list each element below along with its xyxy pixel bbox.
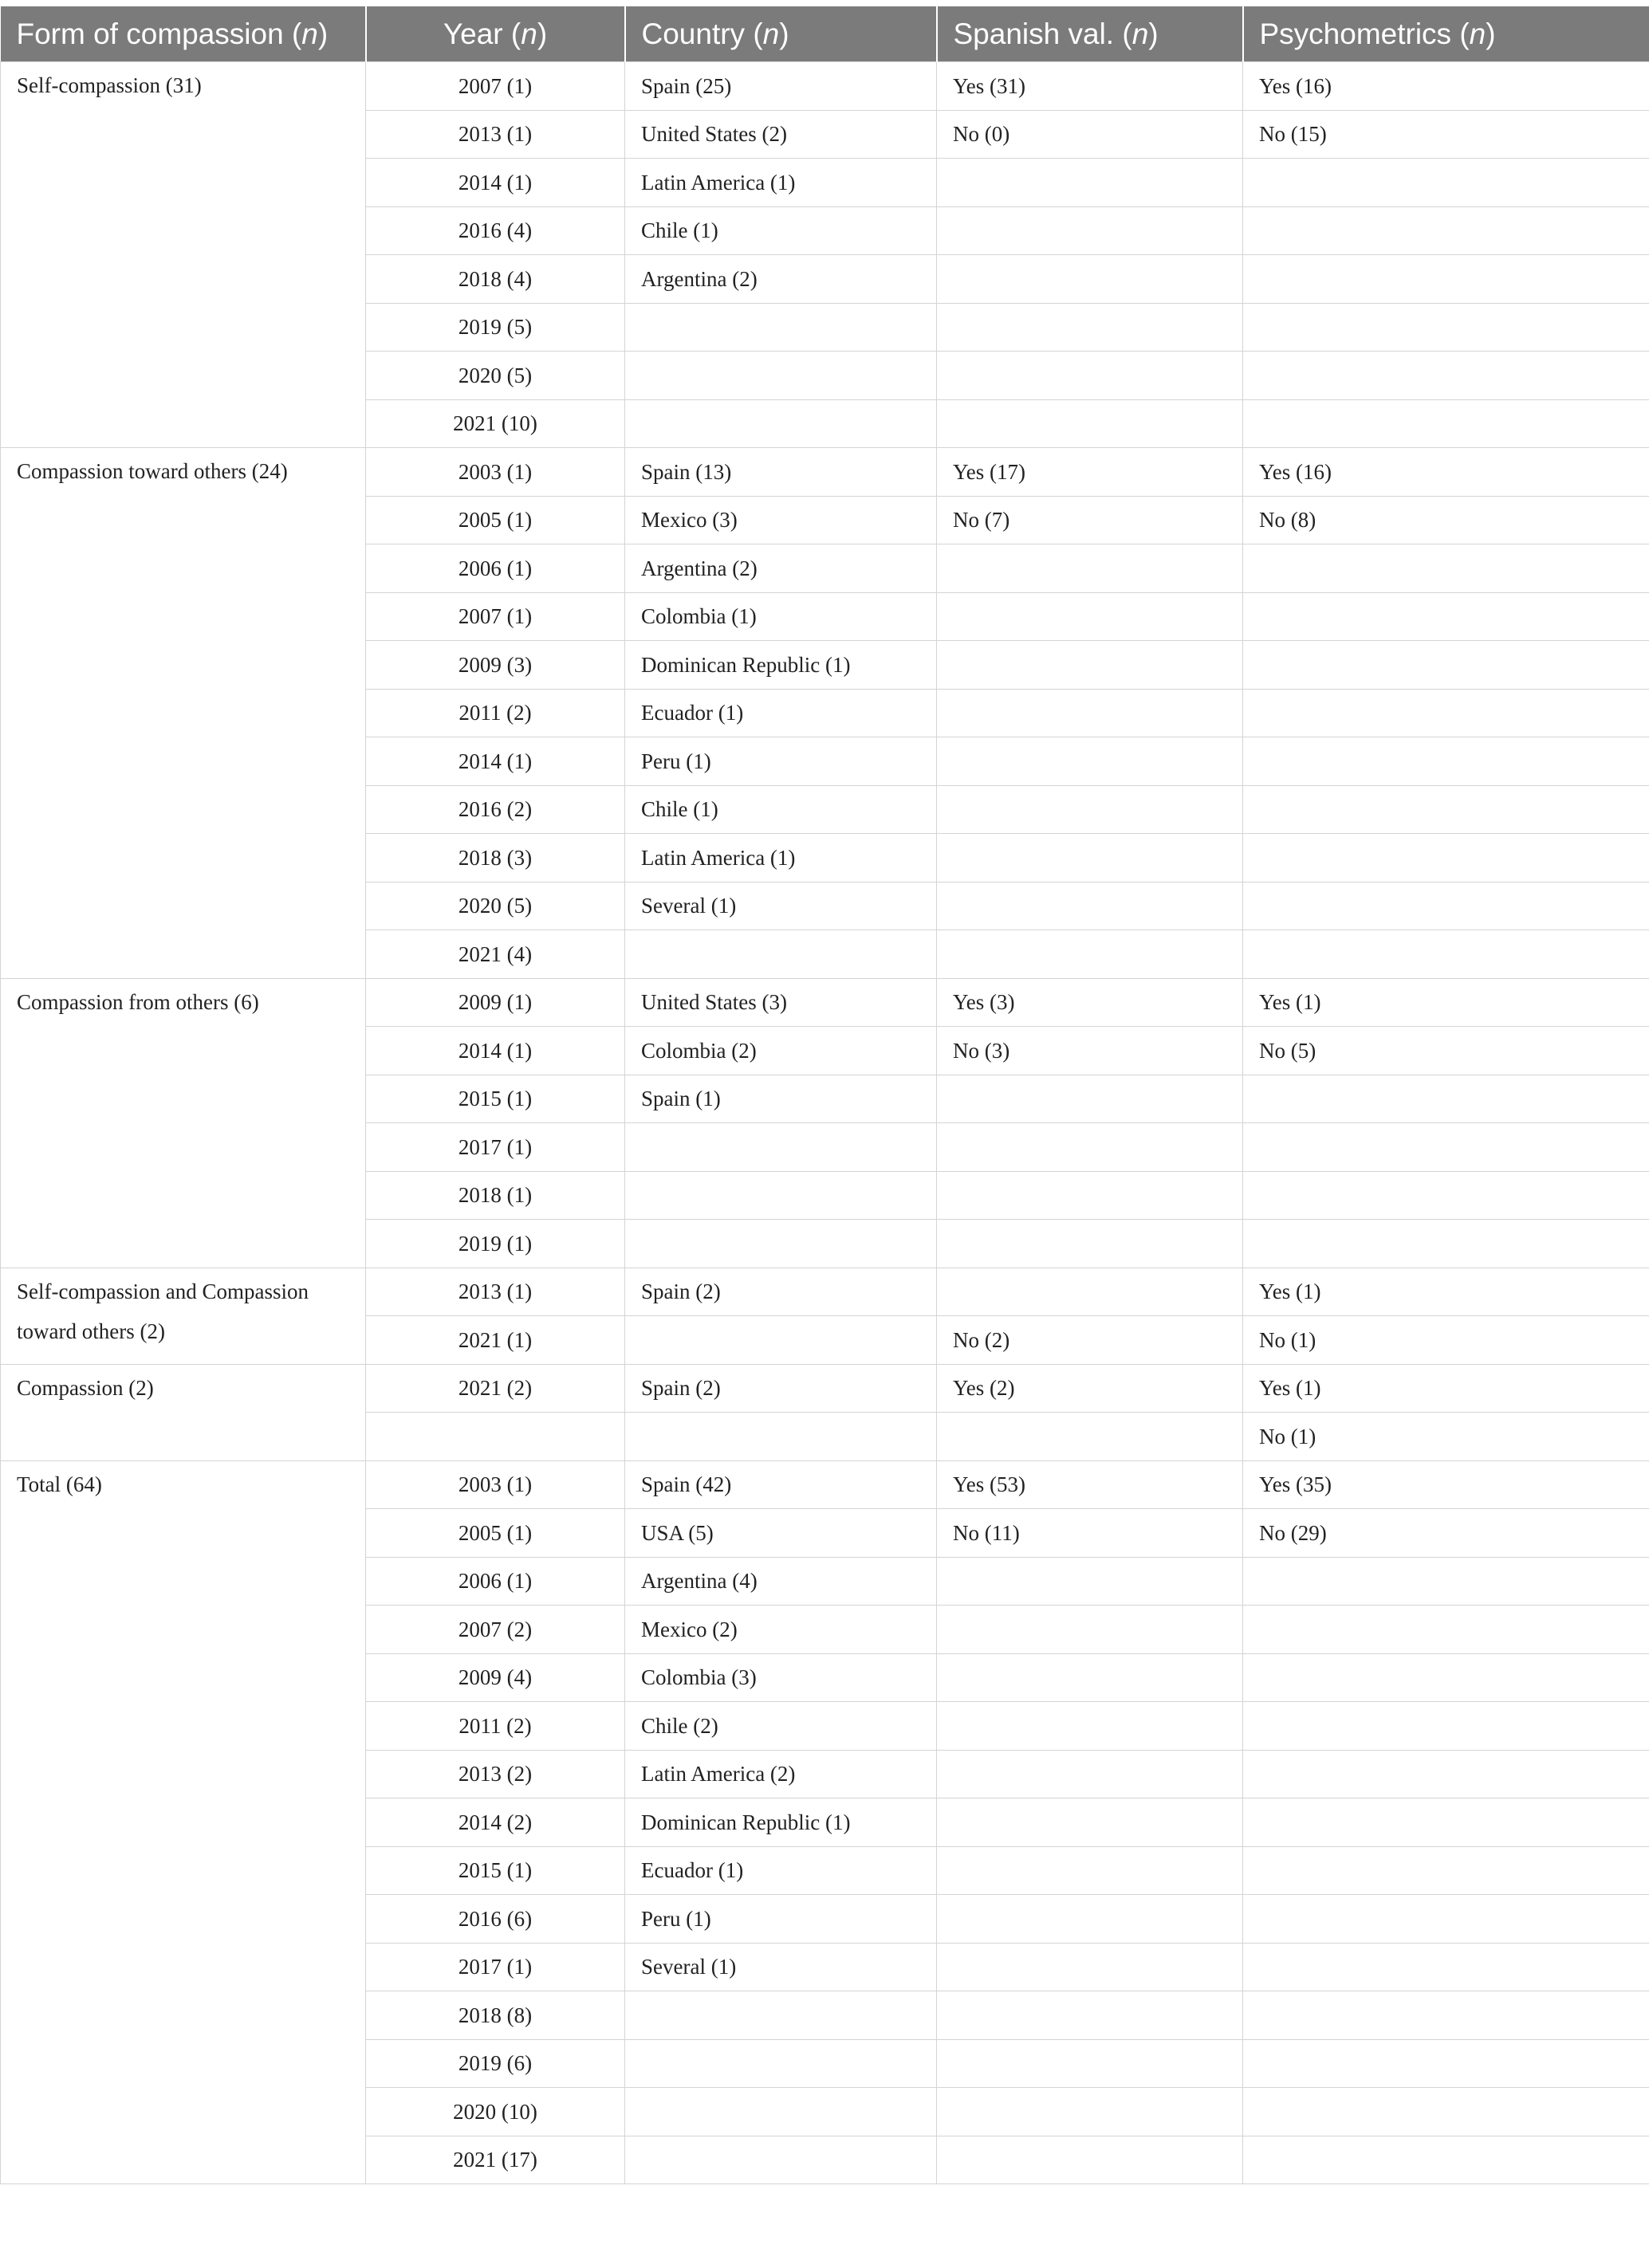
spanish-validation-cell bbox=[937, 1413, 1243, 1461]
country-cell: Chile (1) bbox=[625, 785, 937, 834]
year-cell: 2021 (10) bbox=[366, 399, 625, 448]
country-cell: Several (1) bbox=[625, 1943, 937, 1991]
psychometrics-cell bbox=[1243, 1653, 1649, 1702]
year-cell: 2021 (17) bbox=[366, 2136, 625, 2184]
psychometrics-cell: Yes (35) bbox=[1243, 1460, 1649, 1509]
country-cell: Colombia (3) bbox=[625, 1653, 937, 1702]
psychometrics-cell bbox=[1243, 303, 1649, 352]
year-cell: 2009 (4) bbox=[366, 1653, 625, 1702]
psychometrics-cell bbox=[1243, 206, 1649, 255]
psychometrics-cell bbox=[1243, 1943, 1649, 1991]
year-cell: 2016 (6) bbox=[366, 1895, 625, 1944]
year-cell: 2018 (3) bbox=[366, 834, 625, 882]
form-label-line: Self-compassion (31) bbox=[17, 73, 202, 97]
psychometrics-cell bbox=[1243, 1798, 1649, 1847]
psychometrics-cell bbox=[1243, 1846, 1649, 1895]
country-cell: USA (5) bbox=[625, 1509, 937, 1558]
spanish-validation-cell bbox=[937, 1943, 1243, 1991]
year-cell: 2003 (1) bbox=[366, 448, 625, 497]
spanish-validation-cell bbox=[937, 882, 1243, 930]
form-of-compassion-cell bbox=[1, 1364, 366, 1460]
psychometrics-cell bbox=[1243, 834, 1649, 882]
country-cell: Latin America (2) bbox=[625, 1750, 937, 1798]
psychometrics-cell: No (8) bbox=[1243, 496, 1649, 544]
year-cell: 2005 (1) bbox=[366, 1509, 625, 1558]
country-cell bbox=[625, 1316, 937, 1365]
psychometrics-cell bbox=[1243, 1557, 1649, 1606]
year-cell: 2016 (4) bbox=[366, 206, 625, 255]
psychometrics-cell bbox=[1243, 544, 1649, 593]
spanish-validation-cell bbox=[937, 592, 1243, 641]
psychometrics-cell bbox=[1243, 1991, 1649, 2040]
psychometrics-cell: Yes (16) bbox=[1243, 62, 1649, 111]
year-cell: 2014 (2) bbox=[366, 1798, 625, 1847]
year-cell: 2021 (4) bbox=[366, 930, 625, 979]
year-cell: 2014 (1) bbox=[366, 159, 625, 207]
spanish-validation-cell bbox=[937, 399, 1243, 448]
psychometrics-cell: No (1) bbox=[1243, 1316, 1649, 1365]
psychometrics-cell bbox=[1243, 399, 1649, 448]
year-cell: 2021 (1) bbox=[366, 1316, 625, 1365]
spanish-validation-cell: Yes (31) bbox=[937, 62, 1243, 111]
form-label-line: Compassion toward others (24) bbox=[17, 459, 288, 483]
spanish-validation-cell bbox=[937, 1653, 1243, 1702]
spanish-validation-cell bbox=[937, 930, 1243, 979]
spanish-validation-cell bbox=[937, 1268, 1243, 1316]
country-cell: Ecuador (1) bbox=[625, 689, 937, 737]
country-cell bbox=[625, 1991, 937, 2040]
spanish-validation-cell bbox=[937, 1123, 1243, 1172]
spanish-validation-cell bbox=[937, 544, 1243, 593]
country-cell: Spain (13) bbox=[625, 448, 937, 497]
psychometrics-cell: Yes (16) bbox=[1243, 448, 1649, 497]
country-cell: Several (1) bbox=[625, 882, 937, 930]
compassion-instruments-table bbox=[0, 6, 1649, 2184]
spanish-validation-cell bbox=[937, 1846, 1243, 1895]
year-cell: 2017 (1) bbox=[366, 1123, 625, 1172]
country-cell bbox=[625, 2039, 937, 2088]
year-cell: 2019 (1) bbox=[366, 1220, 625, 1268]
form-label-line: Total (64) bbox=[17, 1472, 102, 1496]
country-cell: Chile (2) bbox=[625, 1702, 937, 1751]
header-psychometrics: Psychometrics (n) bbox=[1243, 6, 1649, 62]
psychometrics-cell bbox=[1243, 592, 1649, 641]
psychometrics-cell bbox=[1243, 159, 1649, 207]
spanish-validation-cell bbox=[937, 303, 1243, 352]
country-cell bbox=[625, 1123, 937, 1172]
psychometrics-cell bbox=[1243, 352, 1649, 400]
form-of-compassion-cell bbox=[1, 62, 366, 448]
header-row bbox=[1, 6, 1649, 62]
spanish-validation-cell bbox=[937, 689, 1243, 737]
country-cell: Dominican Republic (1) bbox=[625, 1798, 937, 1847]
spanish-validation-cell bbox=[937, 785, 1243, 834]
psychometrics-cell bbox=[1243, 689, 1649, 737]
country-cell: Latin America (1) bbox=[625, 159, 937, 207]
psychometrics-cell bbox=[1243, 1075, 1649, 1123]
spanish-validation-cell: Yes (2) bbox=[937, 1364, 1243, 1413]
table-row bbox=[1, 978, 1649, 1027]
form-of-compassion-cell bbox=[1, 1460, 366, 2184]
spanish-validation-cell bbox=[937, 1702, 1243, 1751]
spanish-validation-cell bbox=[937, 834, 1243, 882]
psychometrics-cell bbox=[1243, 882, 1649, 930]
psychometrics-cell: No (29) bbox=[1243, 1509, 1649, 1558]
spanish-validation-cell bbox=[937, 1606, 1243, 1654]
country-cell: United States (2) bbox=[625, 110, 937, 159]
country-cell: Spain (1) bbox=[625, 1075, 937, 1123]
year-cell: 2020 (10) bbox=[366, 2088, 625, 2136]
year-cell: 2020 (5) bbox=[366, 882, 625, 930]
year-cell: 2016 (2) bbox=[366, 785, 625, 834]
year-cell: 2007 (2) bbox=[366, 1606, 625, 1654]
year-cell: 2018 (4) bbox=[366, 255, 625, 304]
country-cell: Colombia (2) bbox=[625, 1027, 937, 1075]
spanish-validation-cell bbox=[937, 1798, 1243, 1847]
year-cell: 2006 (1) bbox=[366, 1557, 625, 1606]
country-cell: Chile (1) bbox=[625, 206, 937, 255]
psychometrics-cell bbox=[1243, 1702, 1649, 1751]
year-cell: 2007 (1) bbox=[366, 592, 625, 641]
psychometrics-cell: No (5) bbox=[1243, 1027, 1649, 1075]
spanish-validation-cell bbox=[937, 1895, 1243, 1944]
spanish-validation-cell: No (7) bbox=[937, 496, 1243, 544]
year-cell: 2017 (1) bbox=[366, 1943, 625, 1991]
form-label-line: Self-compassion and Compassion bbox=[17, 1279, 309, 1303]
spanish-validation-cell bbox=[937, 159, 1243, 207]
psychometrics-cell: No (1) bbox=[1243, 1413, 1649, 1461]
year-cell: 2015 (1) bbox=[366, 1846, 625, 1895]
spanish-validation-cell bbox=[937, 2136, 1243, 2184]
year-cell: 2011 (2) bbox=[366, 1702, 625, 1751]
form-of-compassion-cell bbox=[1, 1268, 366, 1364]
spanish-validation-cell bbox=[937, 1991, 1243, 2040]
spanish-validation-cell bbox=[937, 641, 1243, 690]
table-row bbox=[1, 1460, 1649, 1509]
table-row bbox=[1, 448, 1649, 497]
psychometrics-cell: Yes (1) bbox=[1243, 1268, 1649, 1316]
spanish-validation-cell bbox=[937, 255, 1243, 304]
table-row bbox=[1, 1364, 1649, 1413]
spanish-validation-cell bbox=[937, 1750, 1243, 1798]
year-cell: 2009 (1) bbox=[366, 978, 625, 1027]
year-cell: 2011 (2) bbox=[366, 689, 625, 737]
psychometrics-cell bbox=[1243, 930, 1649, 979]
form-label-line: Compassion from others (6) bbox=[17, 989, 259, 1014]
header-year: Year (n) bbox=[366, 6, 625, 62]
spanish-validation-cell: No (2) bbox=[937, 1316, 1243, 1365]
spanish-validation-cell: Yes (3) bbox=[937, 978, 1243, 1027]
spanish-validation-cell bbox=[937, 206, 1243, 255]
year-cell: 2018 (1) bbox=[366, 1171, 625, 1220]
psychometrics-cell: Yes (1) bbox=[1243, 1364, 1649, 1413]
country-cell: Spain (25) bbox=[625, 62, 937, 111]
year-cell: 2021 (2) bbox=[366, 1364, 625, 1413]
year-cell: 2006 (1) bbox=[366, 544, 625, 593]
country-cell: Mexico (3) bbox=[625, 496, 937, 544]
country-cell: Spain (42) bbox=[625, 1460, 937, 1509]
country-cell bbox=[625, 2088, 937, 2136]
form-label-line: Compassion (2) bbox=[17, 1375, 154, 1400]
table-body bbox=[1, 62, 1649, 2184]
year-cell: 2013 (1) bbox=[366, 110, 625, 159]
spanish-validation-cell bbox=[937, 2088, 1243, 2136]
spanish-validation-cell bbox=[937, 1171, 1243, 1220]
psychometrics-cell bbox=[1243, 737, 1649, 786]
psychometrics-cell bbox=[1243, 1171, 1649, 1220]
country-cell: Colombia (1) bbox=[625, 592, 937, 641]
year-cell: 2013 (2) bbox=[366, 1750, 625, 1798]
country-cell bbox=[625, 352, 937, 400]
country-cell: Latin America (1) bbox=[625, 834, 937, 882]
spanish-validation-cell bbox=[937, 1220, 1243, 1268]
psychometrics-cell bbox=[1243, 1123, 1649, 1172]
spanish-validation-cell bbox=[937, 1075, 1243, 1123]
header-country: Country (n) bbox=[625, 6, 937, 62]
country-cell: Ecuador (1) bbox=[625, 1846, 937, 1895]
country-cell bbox=[625, 303, 937, 352]
table-row bbox=[1, 1268, 1649, 1316]
year-cell: 2007 (1) bbox=[366, 62, 625, 111]
spanish-validation-cell: No (11) bbox=[937, 1509, 1243, 1558]
year-cell: 2005 (1) bbox=[366, 496, 625, 544]
spanish-validation-cell bbox=[937, 1557, 1243, 1606]
country-cell: Peru (1) bbox=[625, 1895, 937, 1944]
year-cell: 2019 (6) bbox=[366, 2039, 625, 2088]
psychometrics-cell bbox=[1243, 2039, 1649, 2088]
country-cell: Dominican Republic (1) bbox=[625, 641, 937, 690]
spanish-validation-cell: Yes (53) bbox=[937, 1460, 1243, 1509]
year-cell: 2020 (5) bbox=[366, 352, 625, 400]
spanish-validation-cell bbox=[937, 352, 1243, 400]
psychometrics-cell: No (15) bbox=[1243, 110, 1649, 159]
country-cell bbox=[625, 1413, 937, 1461]
year-cell: 2019 (5) bbox=[366, 303, 625, 352]
year-cell: 2014 (1) bbox=[366, 1027, 625, 1075]
psychometrics-cell bbox=[1243, 1895, 1649, 1944]
psychometrics-cell bbox=[1243, 785, 1649, 834]
psychometrics-cell bbox=[1243, 1750, 1649, 1798]
country-cell bbox=[625, 1171, 937, 1220]
form-of-compassion-cell bbox=[1, 448, 366, 979]
year-cell: 2015 (1) bbox=[366, 1075, 625, 1123]
country-cell: Spain (2) bbox=[625, 1268, 937, 1316]
spanish-validation-cell: No (3) bbox=[937, 1027, 1243, 1075]
country-cell: Argentina (4) bbox=[625, 1557, 937, 1606]
spanish-validation-cell bbox=[937, 737, 1243, 786]
country-cell bbox=[625, 399, 937, 448]
year-cell: 2003 (1) bbox=[366, 1460, 625, 1509]
country-cell: Argentina (2) bbox=[625, 544, 937, 593]
psychometrics-cell: Yes (1) bbox=[1243, 978, 1649, 1027]
psychometrics-cell bbox=[1243, 641, 1649, 690]
spanish-validation-cell: Yes (17) bbox=[937, 448, 1243, 497]
country-cell bbox=[625, 1220, 937, 1268]
spanish-validation-cell: No (0) bbox=[937, 110, 1243, 159]
year-cell: 2009 (3) bbox=[366, 641, 625, 690]
header-spanish-validation: Spanish val. (n) bbox=[937, 6, 1243, 62]
year-cell: 2013 (1) bbox=[366, 1268, 625, 1316]
year-cell bbox=[366, 1413, 625, 1461]
form-of-compassion-cell bbox=[1, 978, 366, 1268]
psychometrics-cell bbox=[1243, 1606, 1649, 1654]
country-cell: Spain (2) bbox=[625, 1364, 937, 1413]
year-cell: 2018 (8) bbox=[366, 1991, 625, 2040]
country-cell bbox=[625, 2136, 937, 2184]
spanish-validation-cell bbox=[937, 2039, 1243, 2088]
form-label-line: toward others (2) bbox=[17, 1319, 165, 1343]
psychometrics-cell bbox=[1243, 2136, 1649, 2184]
header-form: Form of compassion (n) bbox=[1, 6, 366, 62]
table-row bbox=[1, 62, 1649, 111]
country-cell: Peru (1) bbox=[625, 737, 937, 786]
country-cell bbox=[625, 930, 937, 979]
year-cell: 2014 (1) bbox=[366, 737, 625, 786]
psychometrics-cell bbox=[1243, 2088, 1649, 2136]
country-cell: Mexico (2) bbox=[625, 1606, 937, 1654]
country-cell: Argentina (2) bbox=[625, 255, 937, 304]
country-cell: United States (3) bbox=[625, 978, 937, 1027]
psychometrics-cell bbox=[1243, 255, 1649, 304]
table-header bbox=[1, 6, 1649, 62]
psychometrics-cell bbox=[1243, 1220, 1649, 1268]
